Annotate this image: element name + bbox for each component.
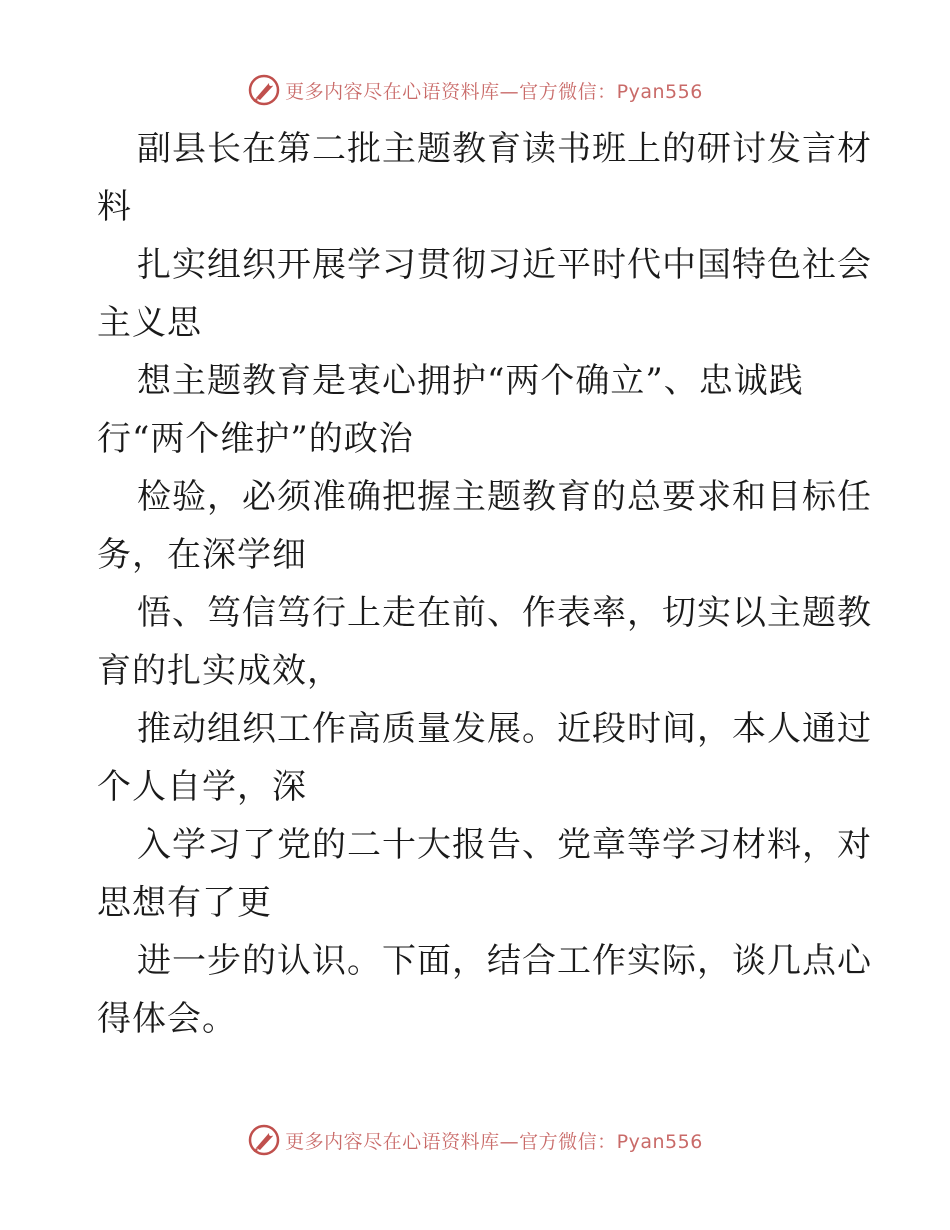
paragraph-line: 悟、笃信笃行上走在前、作表率，切实以主题教	[137, 593, 872, 633]
paragraph-line: 扎实组织开展学习贯彻习近平时代中国特色社会	[137, 245, 872, 285]
paragraph	[97, 236, 872, 352]
paragraph-line: 得体会。	[97, 999, 237, 1039]
paragraph-line: 推动组织工作高质量发展。近段时间，本人通过	[137, 709, 872, 749]
paragraph	[97, 352, 857, 468]
watermark-text: 更多内容尽在心语资料库—官方微信：Pyan556	[285, 1130, 703, 1153]
paragraph	[97, 584, 872, 700]
paragraph	[97, 816, 872, 932]
watermark-text: 更多内容尽在心语资料库—官方微信：Pyan556	[285, 80, 703, 103]
paragraph-line: 副县长在第二批主题教育读书班上的研讨发言材	[137, 129, 872, 169]
footer-watermark	[0, 1120, 950, 1160]
document-body	[97, 120, 872, 1048]
paragraph	[97, 932, 872, 1048]
paragraph-line: 育的扎实成效，	[97, 651, 342, 691]
paragraph-line: 个人自学，深	[97, 767, 307, 807]
paragraph-line: 思想有了更	[97, 883, 272, 923]
paragraph-line: 行“两个维护”的政治	[97, 419, 414, 459]
paragraph-line: 主义思	[97, 303, 202, 343]
paragraph	[97, 468, 872, 584]
paragraph-line: 料	[97, 187, 132, 227]
pen-nib-logo-icon	[247, 1123, 281, 1157]
paragraph-title	[97, 120, 872, 236]
paragraph-line: 想主题教育是衷心拥护“两个确立”、忠诚践	[137, 361, 804, 401]
watermark-group	[247, 1123, 703, 1157]
paragraph-line: 入学习了党的二十大报告、党章等学习材料，对	[137, 825, 872, 865]
paragraph	[97, 700, 872, 816]
header-watermark	[0, 70, 950, 110]
paragraph-line: 进一步的认识。下面，结合工作实际，谈几点心	[137, 941, 872, 981]
paragraph-line: 检验，必须准确把握主题教育的总要求和目标任	[137, 477, 872, 517]
pen-nib-logo-icon	[247, 73, 281, 107]
watermark-group	[247, 73, 703, 107]
paragraph-line: 务，在深学细	[97, 535, 307, 575]
